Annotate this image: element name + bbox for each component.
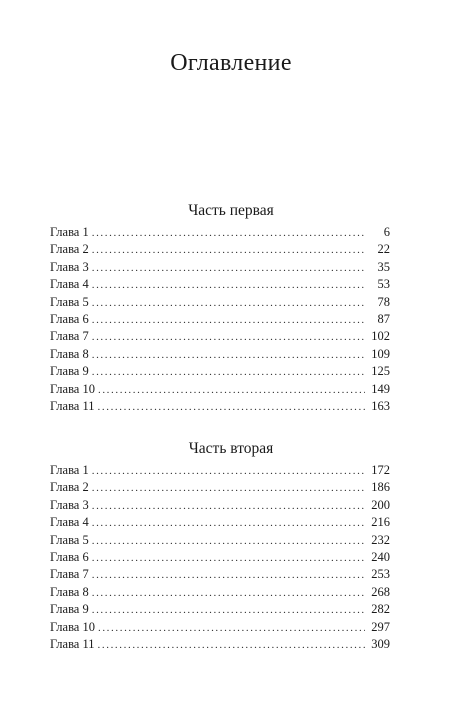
toc-entry — [50, 381, 390, 398]
toc-entry — [50, 549, 390, 566]
toc-entry-page: 125 — [371, 364, 390, 379]
toc-entry — [50, 497, 390, 514]
toc-entry — [50, 363, 390, 380]
toc-leader-dots — [92, 277, 365, 294]
toc-leader-dots — [98, 637, 365, 654]
toc-entry — [50, 479, 390, 496]
toc-leader-dots — [92, 225, 365, 242]
toc-entry-page: 232 — [371, 532, 390, 547]
toc-entry — [50, 619, 390, 636]
toc-entry-page: 149 — [371, 381, 390, 396]
toc-leader-dots — [92, 364, 365, 381]
toc-entry-label: Глава 10 — [50, 619, 95, 634]
toc-entry-page: 253 — [371, 567, 390, 582]
toc-entry-page: 102 — [371, 329, 390, 344]
toc-entry — [50, 224, 390, 241]
toc-entry — [50, 566, 390, 583]
toc-entry — [50, 584, 390, 601]
toc-entry-label: Глава 7 — [50, 567, 89, 582]
toc-entry — [50, 636, 390, 653]
toc-entry-page: 163 — [371, 398, 390, 413]
toc-entry-page: 172 — [371, 463, 390, 477]
toc-entry-page: 6 — [383, 225, 390, 239]
toc-leader-dots — [92, 533, 365, 550]
part-two-toc — [50, 462, 390, 653]
toc-leader-dots — [92, 515, 365, 532]
toc-entry-label: Глава 3 — [50, 497, 89, 512]
toc-entry-label: Глава 4 — [50, 515, 89, 530]
toc-entry-label: Глава 5 — [50, 294, 89, 309]
toc-entry — [50, 276, 390, 293]
toc-leader-dots — [92, 498, 365, 515]
toc-entry-label: Глава 7 — [50, 329, 89, 344]
toc-entry-label: Глава 11 — [50, 636, 95, 651]
toc-entry-page: 240 — [371, 549, 390, 564]
toc-entry — [50, 514, 390, 531]
part-one-title: Часть первая — [188, 202, 274, 219]
toc-entry-label: Глава 1 — [50, 463, 89, 477]
toc-entry-page: 282 — [371, 602, 390, 617]
toc-entry-page: 53 — [377, 277, 390, 292]
toc-entry — [50, 241, 390, 258]
toc-leader-dots — [92, 480, 365, 497]
toc-entry-page: 109 — [371, 346, 390, 361]
toc-leader-dots — [98, 399, 365, 416]
toc-entry-page: 268 — [371, 584, 390, 599]
toc-leader-dots — [92, 567, 365, 584]
toc-leader-dots — [98, 382, 365, 399]
part-one-toc — [50, 224, 390, 415]
toc-leader-dots — [92, 585, 365, 602]
toc-entry-page: 78 — [377, 294, 390, 309]
toc-entry-label: Глава 11 — [50, 398, 95, 413]
toc-entry-label: Глава 2 — [50, 480, 89, 495]
toc-leader-dots — [92, 347, 365, 364]
toc-entry — [50, 532, 390, 549]
toc-entry-label: Глава 8 — [50, 584, 89, 599]
toc-entry-label: Глава 5 — [50, 532, 89, 547]
toc-entry-label: Глава 2 — [50, 242, 89, 257]
toc-leader-dots — [92, 463, 365, 480]
toc-leader-dots — [92, 329, 365, 346]
toc-entry-label: Глава 4 — [50, 277, 89, 292]
page-title: Оглавление — [170, 50, 292, 76]
toc-entry — [50, 398, 390, 415]
toc-entry-page: 186 — [371, 480, 390, 495]
toc-entry — [50, 311, 390, 328]
toc-entry-page: 297 — [371, 619, 390, 634]
toc-leader-dots — [92, 602, 365, 619]
toc-entry — [50, 462, 390, 479]
toc-leader-dots — [92, 242, 365, 259]
toc-leader-dots — [98, 620, 365, 637]
toc-entry — [50, 259, 390, 276]
toc-entry-label: Глава 6 — [50, 311, 89, 326]
toc-entry-label: Глава 10 — [50, 381, 95, 396]
toc-leader-dots — [92, 312, 365, 329]
toc-entry-page: 22 — [377, 242, 390, 257]
part-two-section — [50, 436, 390, 653]
toc-entry-label: Глава 3 — [50, 259, 89, 274]
toc-entry-label: Глава 9 — [50, 602, 89, 617]
toc-entry-label: Глава 8 — [50, 346, 89, 361]
toc-leader-dots — [92, 295, 365, 312]
toc-entry-page: 309 — [371, 636, 390, 651]
toc-entry-label: Глава 9 — [50, 364, 89, 379]
toc-entry-label: Глава 1 — [50, 225, 89, 239]
part-one-section — [50, 198, 390, 415]
toc-entry — [50, 601, 390, 618]
part-two-title: Часть вторая — [188, 440, 274, 457]
toc-leader-dots — [92, 550, 365, 567]
toc-entry-page: 200 — [371, 497, 390, 512]
toc-entry-label: Глава 6 — [50, 549, 89, 564]
toc-entry-page: 87 — [377, 311, 390, 326]
toc-entry — [50, 346, 390, 363]
toc-entry-page: 216 — [371, 515, 390, 530]
toc-leader-dots — [92, 260, 365, 277]
toc-entry — [50, 294, 390, 311]
toc-entry — [50, 328, 390, 345]
toc-entry-page: 35 — [377, 259, 390, 274]
